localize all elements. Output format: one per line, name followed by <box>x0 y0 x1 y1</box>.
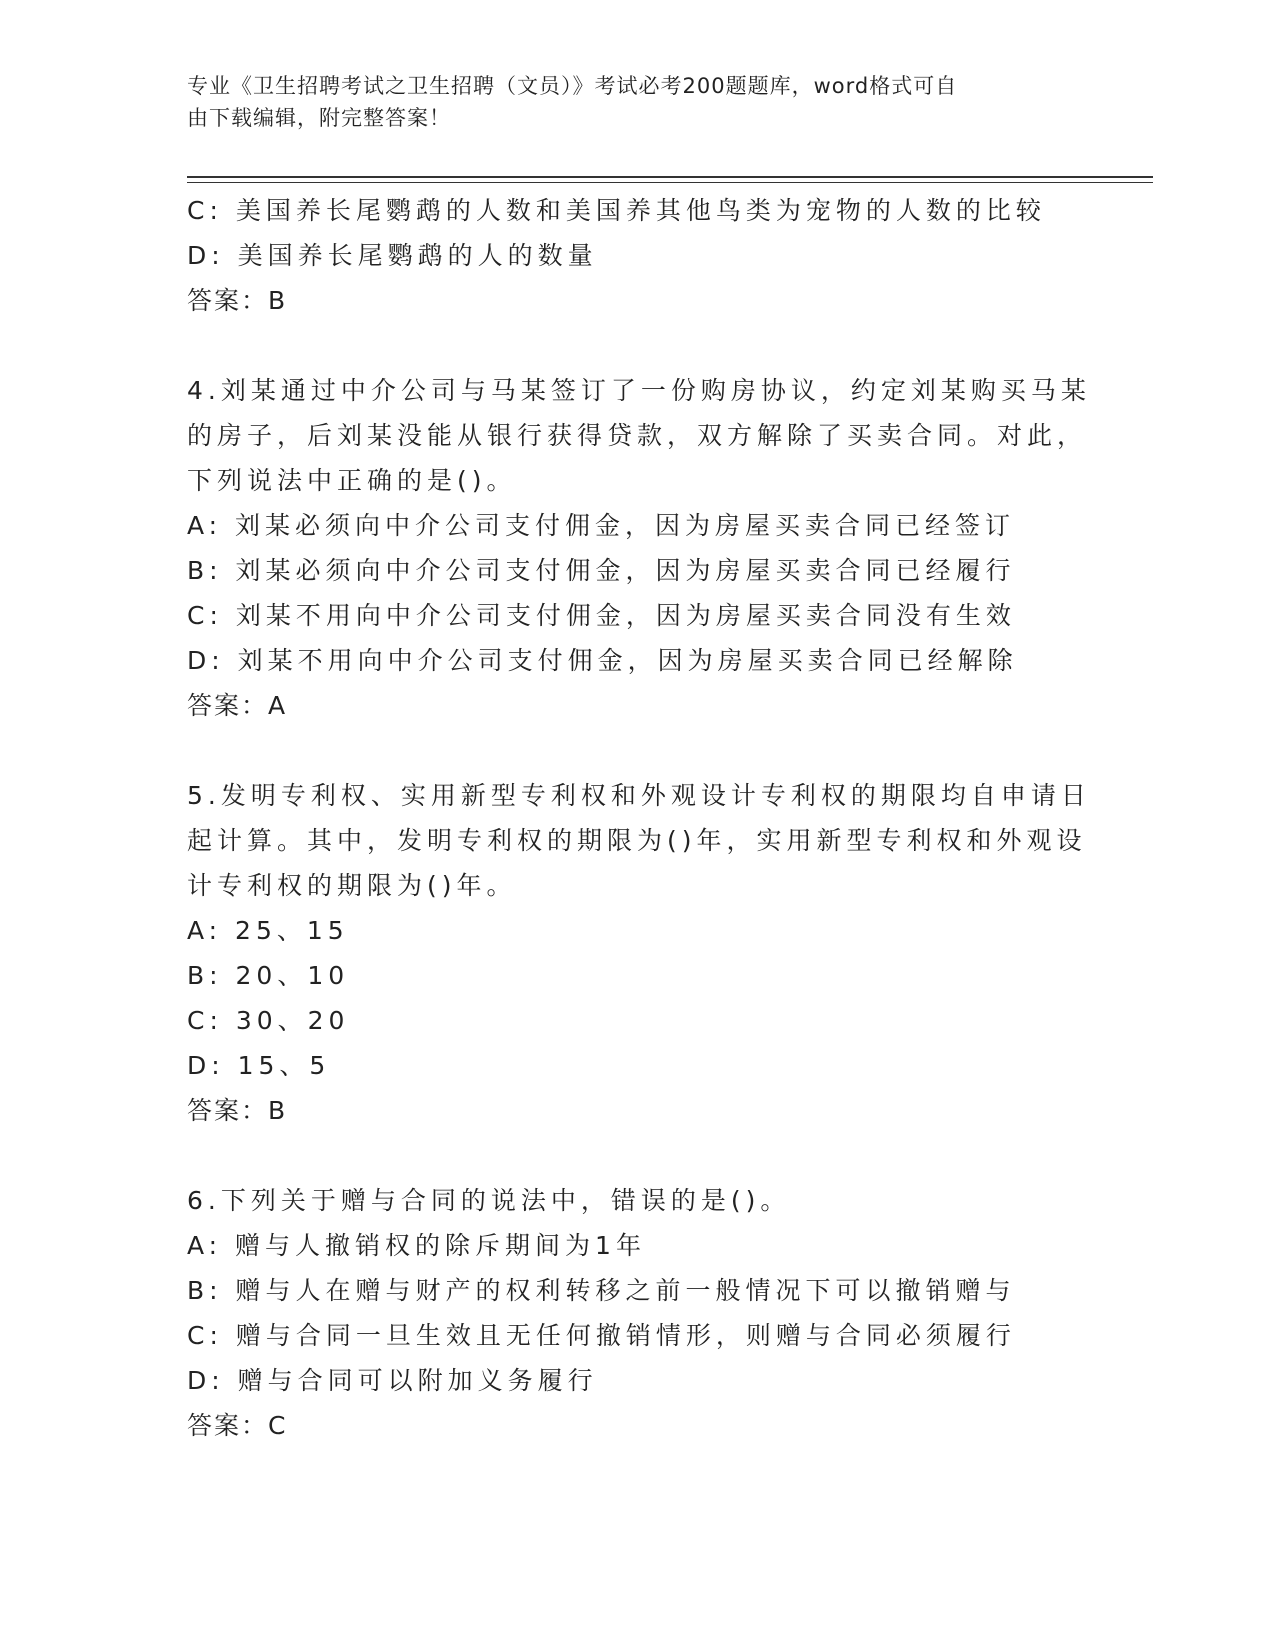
option-b: B: 20、10 <box>187 961 350 990</box>
option-d: D: 刘某不用向中介公司支付佣金，因为房屋买卖合同已经解除 <box>187 646 1018 675</box>
question-stem-line: 4.刘某通过中介公司与马某签订了一份购房协议，约定刘某购买马某 <box>187 376 1091 405</box>
option-a: A: 刘某必须向中介公司支付佣金，因为房屋买卖合同已经签订 <box>187 511 1016 540</box>
option-b: B: 刘某必须向中介公司支付佣金，因为房屋买卖合同已经履行 <box>187 556 1016 585</box>
answer-label: 答案：A <box>187 691 288 720</box>
spacer <box>187 1133 1087 1178</box>
option-a: A: 赠与人撤销权的除斥期间为1年 <box>187 1231 646 1260</box>
option-b: B: 赠与人在赠与财产的权利转移之前一般情况下可以撤销赠与 <box>187 1276 1016 1305</box>
question-stem-line: 的房子，后刘某没能从银行获得贷款，双方解除了买卖合同。对此， <box>187 421 1088 450</box>
spacer <box>187 323 1087 368</box>
option-c: C: 30、20 <box>187 1006 350 1035</box>
option-a: A: 25、15 <box>187 916 349 945</box>
question-block-continued <box>187 188 1087 323</box>
question-list <box>187 188 1091 1448</box>
question-stem-line: 下列说法中正确的是()。 <box>187 466 517 495</box>
option-d: D: 15、5 <box>187 1051 331 1080</box>
question-block-4 <box>187 368 1091 728</box>
option-d: D: 赠与合同可以附加义务履行 <box>187 1366 598 1395</box>
header-line-1: 专业《卫生招聘考试之卫生招聘（文员）》考试必考200题题库，word格式可自 <box>187 74 958 98</box>
page-header <box>187 70 1087 134</box>
option-c: C: 赠与合同一旦生效且无任何撤销情形，则赠与合同必须履行 <box>187 1321 1016 1350</box>
question-stem-line: 计专利权的期限为()年。 <box>187 871 517 900</box>
option-c: C: 刘某不用向中介公司支付佣金，因为房屋买卖合同没有生效 <box>187 601 1016 630</box>
answer-label: 答案：B <box>187 286 288 315</box>
option-c: C: 美国养长尾鹦鹉的人数和美国养其他鸟类为宠物的人数的比较 <box>187 196 1046 225</box>
answer-label: 答案：C <box>187 1411 288 1440</box>
option-d: D: 美国养长尾鹦鹉的人的数量 <box>187 241 598 270</box>
question-stem-line: 6.下列关于赠与合同的说法中，错误的是()。 <box>187 1186 791 1215</box>
question-block-5 <box>187 773 1091 1133</box>
answer-label: 答案：B <box>187 1096 288 1125</box>
header-line-2: 由下载编辑，附完整答案！ <box>187 106 451 130</box>
header-divider-thin <box>187 182 1153 183</box>
question-block-6 <box>187 1178 1087 1448</box>
question-stem-line: 起计算。其中，发明专利权的期限为()年，实用新型专利权和外观设 <box>187 826 1087 855</box>
spacer <box>187 728 1087 773</box>
question-stem-line: 5.发明专利权、实用新型专利权和外观设计专利权的期限均自申请日 <box>187 781 1091 810</box>
header-divider-thick <box>187 176 1153 178</box>
